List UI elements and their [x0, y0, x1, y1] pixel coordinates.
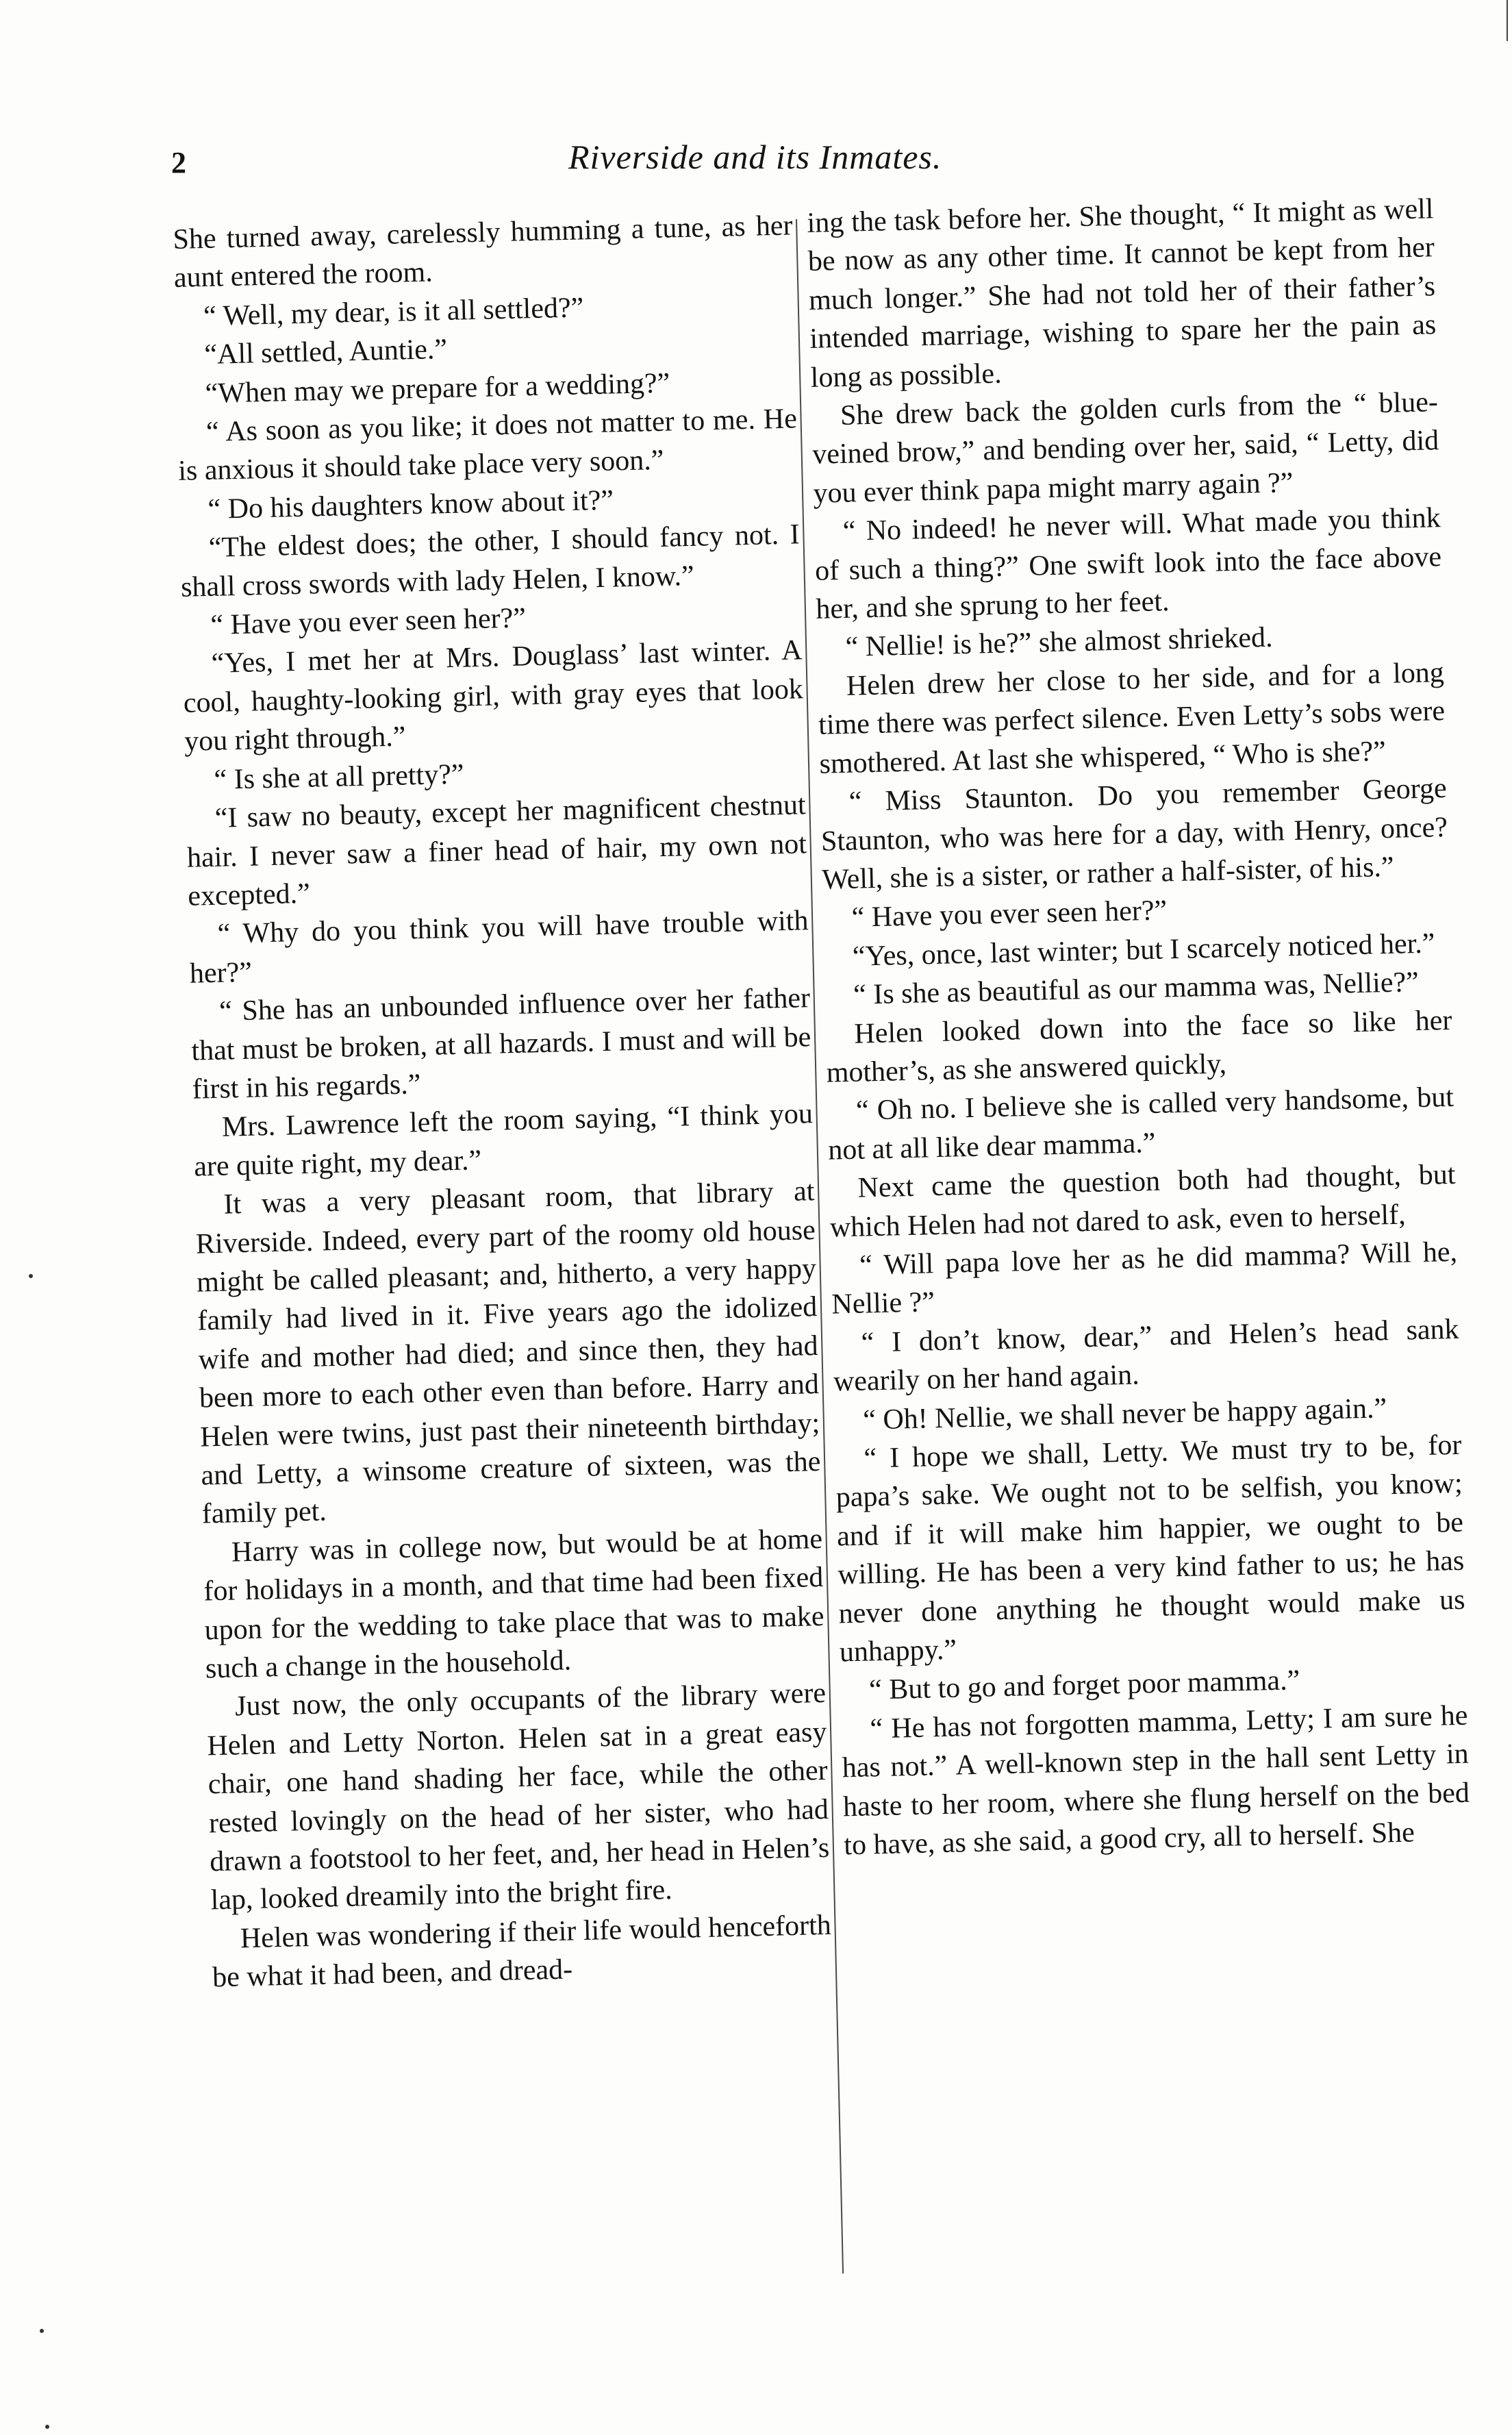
- paragraph: Next came the question both had thought, but which Helen had not dared to ask, even to herself,: [829, 1159, 1456, 1244]
- paragraph: “ Have you ever seen her?”: [210, 602, 527, 641]
- page-edge-mark: [1507, 0, 1508, 41]
- paragraph: “The eldest does; the other, I should fancy not. I shall cross swords with lady Helen, I know.”: [180, 519, 801, 603]
- paragraph: “ Why do you think you will have trouble with her?”: [189, 905, 809, 990]
- paragraph: “Yes, once, last winter; but I scarcely noticed her.”: [852, 927, 1435, 973]
- paragraph: Helen drew her close to her side, and for a long time there was perfect silence. Even Letty’s sobs were smothered. At last she whispered, “ Who is she?”: [818, 656, 1446, 780]
- paragraph: “ Do his daughters know about it?”: [207, 484, 614, 525]
- paragraph: “ She has an unbounded influence over her father that must be broken, at all hazards. I must and will be first in his regards.”: [190, 982, 811, 1106]
- paragraph: “ Well, my dear, is it all settled?”: [203, 292, 584, 332]
- paragraph: “ Will papa love her as he did mamma? Will he, Nellie ?”: [831, 1236, 1458, 1321]
- paragraph: Helen looked down into the face so like her mother’s, as she answered quickly,: [826, 1004, 1452, 1089]
- paragraph: Just now, the only occupants of the library were Helen and Letty Norton. Helen sat in a great easy chair, one hand shading her face, while the other rested lovingly on the head of her sister, who had drawn a footstool to her feet, and, her head in Helen’s lap, looked dreamily into the bright fire.: [207, 1677, 830, 1916]
- paragraph: “All settled, Auntie.”: [203, 334, 448, 371]
- paragraph: ing the task before her. She thought, “ It might as well be now as any other time. It cannot be kept from her much longer.” She had not told her of their father’s intended marriage, wishing to spare her the pain as long as possible.: [807, 193, 1437, 394]
- paragraph: “ I hope we shall, Letty. We must try to be, for papa’s sake. We ought not to be selfish, you know; and if it will make him happier, we ought to be willing. He has been a very kind father to us; he has never done anything he thought would make us unhappy.”: [835, 1429, 1465, 1669]
- running-title: Riverside and its Inmates.: [568, 138, 942, 176]
- paragraph: It was a very pleasant room, that library at Riverside. Indeed, every part of the roomy old house might be called pleasant; and, hitherto, a very happy family had lived in it. Five years ago the idolized wife and mother had died; and since then, they had been more to each other even than before. Harry and Helen were twins, just past their nineteenth birthday; and Letty, a winsome creature of sixteen, was the family pet.: [195, 1175, 821, 1530]
- paragraph: “ Have you ever seen her?”: [851, 895, 1168, 934]
- left-text-column: [173, 206, 833, 1997]
- paragraph: “ As soon as you like; it does not matter to me. He is anxious it should take place very soon.”: [177, 403, 798, 488]
- paragraph: Mrs. Lawrence left the room saying, “I think you are quite right, my dear.”: [193, 1098, 814, 1183]
- paragraph: “ He has not forgotten mamma, Letty; I am sure he has not.” A well-known step in the hall sent Letty in haste to her room, where she flung herself on the bed to have, as she said, a good cry, all to herself. She: [842, 1699, 1470, 1862]
- paragraph: “ Is she as beautiful as our mamma was, Nellie?”: [853, 966, 1420, 1011]
- paragraph: She drew back the golden curls from the “ blue-veined brow,” and bending over her, said, “ Letty, did you ever think papa might marry again ?”: [811, 386, 1439, 510]
- paper-speck: [40, 2329, 44, 2333]
- paragraph: “ Nellie! is he?” she almost shrieked.: [845, 622, 1274, 664]
- paragraph: “I saw no beauty, except her magnificent chestnut hair. I never saw a finer head of hair, my own not excepted.”: [186, 789, 807, 912]
- paragraph: Harry was in college now, but would be at home for holidays in a month, and that time had been fixed upon for the wedding to take place that was to make such a change in the household.: [203, 1523, 824, 1685]
- paper-speck: [29, 1274, 33, 1278]
- page-number: 2: [171, 146, 186, 179]
- right-text-column: [807, 190, 1471, 1865]
- paragraph: Helen was wondering if their life would henceforth be what it had been, and dread-: [212, 1909, 832, 1994]
- paragraph: She turned away, carelessly humming a tune, as her aunt entered the room.: [173, 210, 793, 295]
- paragraph: “ Oh! Nellie, we shall never be happy again.”: [862, 1392, 1387, 1436]
- paragraph: “ Is she at all pretty?”: [214, 758, 464, 796]
- paragraph: “When may we prepare for a wedding?”: [205, 367, 670, 410]
- paragraph: “Yes, I met her at Mrs. Douglass’ last winter. A cool, haughty-looking girl, with gray eyes that look you right through.”: [183, 634, 804, 758]
- paragraph: “ No indeed! he never will. What made you think of such a thing?” One swift look into the face above her, and she sprung to her feet.: [814, 502, 1442, 625]
- paragraph: “ Oh no. I believe she is called very handsome, but not at all like dear mamma.”: [827, 1082, 1454, 1166]
- paragraph: “ Miss Staunton. Do you remember George Staunton, who was here for a day, with Henry, once? Well, she is a sister, or rather a half-sister, of his.”: [820, 773, 1448, 896]
- paragraph: “ But to go and forget poor mamma.”: [868, 1664, 1300, 1706]
- paper-speck: [45, 2425, 49, 2429]
- paragraph: “ I don’t know, dear,” and Helen’s head sank wearily on her hand again.: [833, 1313, 1460, 1398]
